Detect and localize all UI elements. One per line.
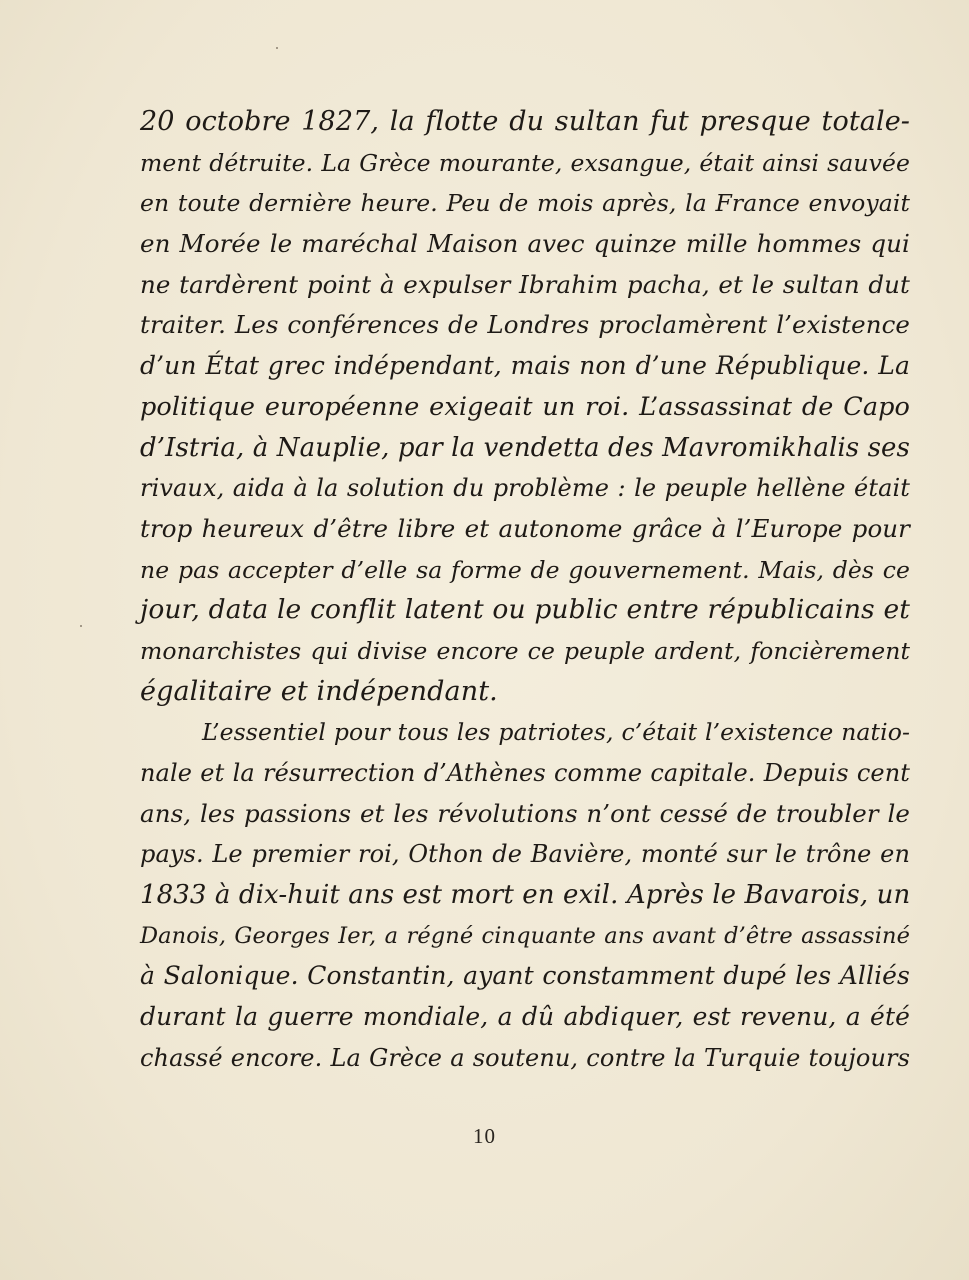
paper-speck (276, 47, 278, 49)
text-line: traiter. Les conférences de Londres proclamèrent l’existence (140, 310, 910, 340)
paper-speck (80, 625, 82, 627)
text-line: ne tardèrent point à expulser Ibrahim pacha, et le sultan dut (140, 269, 910, 299)
text-line: L’essentiel pour tous les patriotes, c’était l’existence natio- (202, 718, 910, 747)
text-line: nale et la résurrection d’Athènes comme capitale. Depuis cent (140, 759, 910, 787)
text-line: égalitaire et indépendant. (140, 675, 498, 707)
body-text (140, 102, 910, 1079)
text-line: durant la guerre mondiale, a dû abdiquer, est revenu, a été (140, 1002, 910, 1032)
text-line: d’un État grec indépendant, mais non d’une République. La (140, 351, 910, 381)
page-number: 10 (473, 1124, 496, 1148)
text-line: trop heureux d’être libre et autonome grâce à l’Europe pour (140, 513, 910, 543)
text-line: politique européenne exigeait un roi. L’assassinat de Capo (140, 391, 910, 422)
text-line: ans, les passions et les révolutions n’ont cessé de troubler le (140, 798, 910, 828)
text-line: d’Istria, à Nauplie, par la vendetta des Mavromikhalis ses (140, 432, 910, 463)
text-line: pays. Le premier roi, Othon de Bavière, monté sur le trône en (140, 840, 910, 869)
text-line: Danois, Georges Ier, a régné cinquante ans avant d’être assassiné (140, 922, 910, 949)
text-line: ment détruite. La Grèce mourante, exsangue, était ainsi sauvée (140, 148, 910, 177)
text-line: en toute dernière heure. Peu de mois après, la France envoyait (140, 189, 910, 218)
text-line: rivaux, aida à la solution du problème : le peuple hellène était (140, 474, 910, 503)
text-line: en Morée le maréchal Maison avec quinze mille hommes qui (140, 229, 910, 259)
text-line: ne pas accepter d’elle sa forme de gouvernement. Mais, dès ce (140, 555, 910, 584)
text-line: monarchistes qui divise encore ce peuple ardent, foncièrement (140, 636, 910, 665)
text-line: à Salonique. Constantin, ayant constamment dupé les Alliés (140, 961, 910, 991)
text-line: jour, data le conflit latent ou public entre républicains et (140, 594, 910, 626)
paragraph-1 (140, 102, 910, 712)
paragraph-2 (140, 712, 910, 1078)
text-line: chassé encore. La Grèce a soutenu, contre la Turquie toujours (140, 1043, 910, 1072)
text-line: 1833 à dix-huit ans est mort en exil. Après le Bavarois, un (140, 880, 911, 911)
text-line: 20 octobre 1827, la flotte du sultan fut presque totale- (140, 106, 910, 137)
